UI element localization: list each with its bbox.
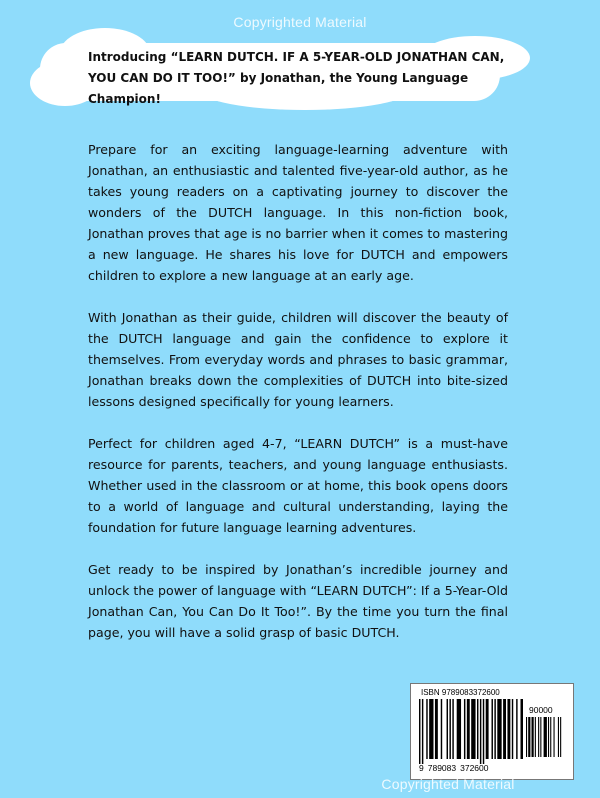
barcode-digits-right: 372600 — [460, 763, 489, 773]
barcode-bar — [507, 699, 510, 759]
intro-heading: Introducing “LEARN DUTCH. IF A 5-YEAR-OLD JONATHAN CAN, YOU CAN DO IT TOO!” by Jonathan, the Young Language Champion! — [88, 50, 505, 106]
price-code: 90000 — [529, 705, 553, 715]
blurb-paragraph-3: Perfect for children aged 4-7, “LEARN DUTCH” is a must-have resource for parents, teachers, and young language enthusiasts. Whether used in the classroom or at home, this book opens doors to a world of language and cultural understanding, laying the foundation for future language learning adventures. — [88, 436, 508, 535]
barcode-bars-main — [419, 699, 523, 765]
barcode-bar — [480, 699, 481, 764]
barcode-bar — [540, 717, 541, 757]
barcode-bars-addon — [526, 717, 566, 759]
barcode-bar — [548, 717, 549, 757]
isbn-label: ISBN 9789083372600 — [421, 688, 500, 697]
barcode-bar — [550, 717, 551, 757]
blurb — [88, 47, 508, 664]
barcode-bar — [467, 699, 470, 759]
barcode-bar — [526, 717, 527, 757]
barcode-bar — [441, 699, 442, 759]
barcode-bar — [464, 699, 465, 759]
isbn-barcode — [410, 683, 574, 780]
barcode-bar — [528, 717, 530, 757]
copyright-watermark-bottom: Copyrighted Material — [381, 776, 515, 792]
barcode-digits-left: 789083 — [427, 763, 457, 773]
barcode-bar — [494, 699, 495, 759]
barcode-bar — [452, 699, 453, 759]
barcode-bar — [477, 699, 478, 759]
barcode-bar — [426, 699, 427, 759]
barcode-bar — [512, 699, 513, 759]
barcode-digit-lead: 9 — [419, 763, 424, 773]
barcode-bar — [560, 717, 561, 757]
barcode-bar — [471, 699, 475, 759]
barcode-bar — [483, 699, 484, 764]
barcode-bar — [532, 717, 534, 757]
copyright-watermark-top: Copyrighted Material — [233, 14, 367, 30]
barcode-bar — [419, 699, 420, 764]
barcode-bar — [449, 699, 450, 759]
barcode-bar — [429, 699, 433, 759]
barcode-bar — [497, 699, 501, 759]
barcode-bar — [503, 699, 506, 759]
barcode-bar — [435, 699, 438, 759]
barcode-bar — [535, 717, 536, 757]
barcode-bar — [538, 717, 539, 757]
barcode-bar — [558, 717, 559, 757]
barcode-bar — [422, 699, 423, 764]
barcode-bar — [544, 717, 547, 757]
barcode-bar — [521, 699, 524, 759]
blurb-paragraph-4: Get ready to be inspired by Jonathan’s incredible journey and unlock the power of language with “LEARN DUTCH”: If a 5-Year-Old Jonathan Can, You Can Do It Too!”. By the time you turn the final page, you will have a solid grasp of basic DUTCH. — [88, 562, 508, 640]
barcode-bar — [516, 699, 517, 759]
barcode-bar — [447, 699, 448, 759]
barcode-bar — [554, 717, 555, 757]
barcode-bar — [457, 699, 461, 759]
blurb-paragraph-2: With Jonathan as their guide, children will discover the beauty of the DUTCH language and gain the confidence to explore it themselves. From everyday words and phrases to basic grammar, Jonathan breaks down the complexities of DUTCH into bite-sized lessons designed specifically for young learners. — [88, 310, 508, 409]
barcode-bar — [492, 699, 493, 759]
barcode-digits — [419, 763, 529, 773]
barcode-bar — [486, 699, 489, 759]
blurb-paragraph-1: Prepare for an exciting language-learning adventure with Jonathan, an enthusiastic and talented five-year-old author, as he takes young readers on a captivating journey to discover the wonders of the DUTCH language. In this non-fiction book, Jonathan proves that age is no barrier when it comes to mastering a new language. He shares his love for DUTCH and empowers children to explore a new language at an early age. — [88, 142, 508, 283]
